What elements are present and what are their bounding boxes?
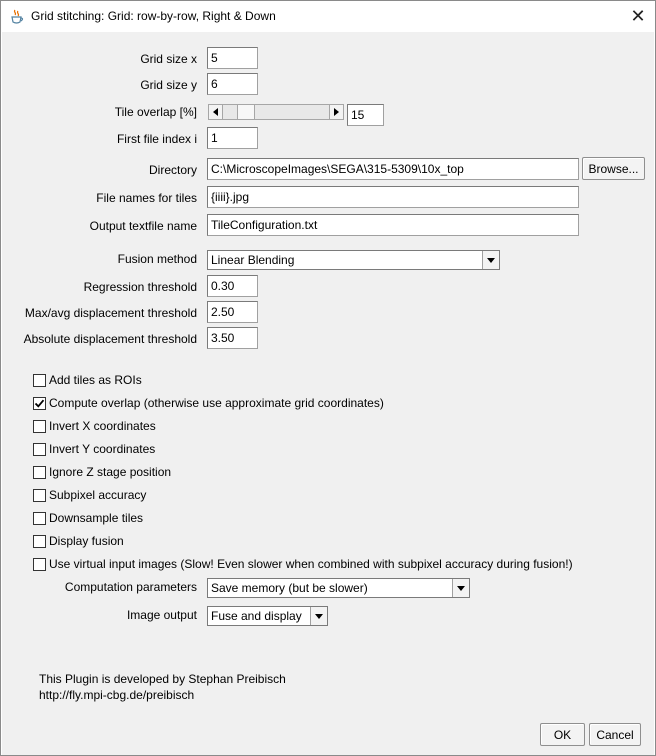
checkbox-label: Display fusion (49, 534, 124, 548)
image-output-label: Image output (126, 608, 197, 622)
checkbox-label: Ignore Z stage position (49, 465, 172, 479)
cancel-button[interactable]: Cancel (589, 723, 641, 746)
checkbox[interactable] (33, 397, 46, 410)
regression-threshold-label: Regression threshold (83, 280, 197, 294)
java-cup-icon (10, 9, 24, 25)
file-names-input[interactable]: {iiii}.jpg (207, 186, 579, 208)
slider-left-arrow[interactable] (209, 105, 223, 119)
plugin-author-text: This Plugin is developed by Stephan Preibisch (39, 672, 286, 686)
tile-overlap-label: Tile overlap [%] (114, 105, 197, 119)
output-textfile-label: Output textfile name (89, 219, 197, 233)
checkmark-icon (34, 398, 45, 409)
computation-parameters-value: Save memory (but be slower) (211, 581, 368, 595)
computation-parameters-select[interactable] (207, 578, 470, 598)
fusion-method-select[interactable] (207, 250, 500, 270)
absolute-displacement-label: Absolute displacement threshold (23, 332, 197, 346)
title-bar[interactable] (1, 1, 655, 32)
chevron-down-icon (482, 251, 499, 269)
first-file-index-label: First file index i (116, 132, 197, 146)
directory-label: Directory (148, 163, 197, 177)
dialog-body (2, 32, 654, 755)
checkbox-label: Invert X coordinates (49, 419, 156, 433)
regression-threshold-input[interactable]: 0.30 (207, 275, 258, 297)
checkbox[interactable] (33, 558, 46, 571)
file-names-label: File names for tiles (96, 191, 197, 205)
arrow-left-icon (213, 108, 218, 116)
grid-size-y-input[interactable]: 6 (207, 73, 258, 95)
ok-button[interactable]: OK (540, 723, 585, 746)
checkbox[interactable] (33, 489, 46, 502)
checkbox[interactable] (33, 466, 46, 479)
window-title: Grid stitching: Grid: row-by-row, Right & Down (31, 9, 276, 23)
image-output-select[interactable] (207, 606, 328, 626)
tile-overlap-slider[interactable] (208, 104, 344, 120)
browse-button[interactable]: Browse... (582, 157, 645, 180)
checkbox[interactable] (33, 512, 46, 525)
slider-right-arrow[interactable] (329, 105, 343, 119)
output-textfile-input[interactable]: TileConfiguration.txt (207, 214, 579, 236)
checkbox-label: Subpixel accuracy (49, 488, 147, 502)
slider-thumb[interactable] (237, 105, 255, 119)
grid-size-x-input[interactable]: 5 (207, 47, 258, 69)
checkbox[interactable] (33, 535, 46, 548)
close-button[interactable] (625, 3, 651, 29)
max-avg-displacement-label: Max/avg displacement threshold (24, 306, 197, 320)
tile-overlap-input[interactable]: 15 (347, 104, 384, 126)
checkbox[interactable] (33, 420, 46, 433)
image-output-value: Fuse and display (211, 609, 302, 623)
chevron-down-icon (310, 607, 327, 625)
plugin-url-text: http://fly.mpi-cbg.de/preibisch (39, 688, 195, 702)
checkbox-label: Compute overlap (otherwise use approximate grid coordinates) (49, 396, 384, 410)
checkbox[interactable] (33, 443, 46, 456)
arrow-right-icon (334, 108, 339, 116)
checkbox[interactable] (33, 374, 46, 387)
computation-parameters-label: Computation parameters (64, 580, 197, 594)
max-avg-displacement-input[interactable]: 2.50 (207, 301, 258, 323)
chevron-down-icon (452, 579, 469, 597)
grid-size-x-label: Grid size x (140, 52, 197, 66)
absolute-displacement-input[interactable]: 3.50 (207, 327, 258, 349)
checkbox-label: Downsample tiles (49, 511, 144, 525)
close-icon: ✕ (630, 5, 646, 26)
fusion-method-label: Fusion method (117, 252, 197, 266)
checkbox-label: Add tiles as ROIs (49, 373, 142, 387)
checkbox-label: Use virtual input images (Slow! Even slower when combined with subpixel accuracy during fusion!) (49, 557, 573, 571)
first-file-index-input[interactable]: 1 (207, 127, 258, 149)
checkbox-label: Invert Y coordinates (49, 442, 156, 456)
directory-input[interactable]: C:\MicroscopeImages\SEGA\315-5309\10x_top (207, 158, 579, 180)
grid-size-y-label: Grid size y (140, 78, 197, 92)
fusion-method-value: Linear Blending (211, 253, 295, 267)
